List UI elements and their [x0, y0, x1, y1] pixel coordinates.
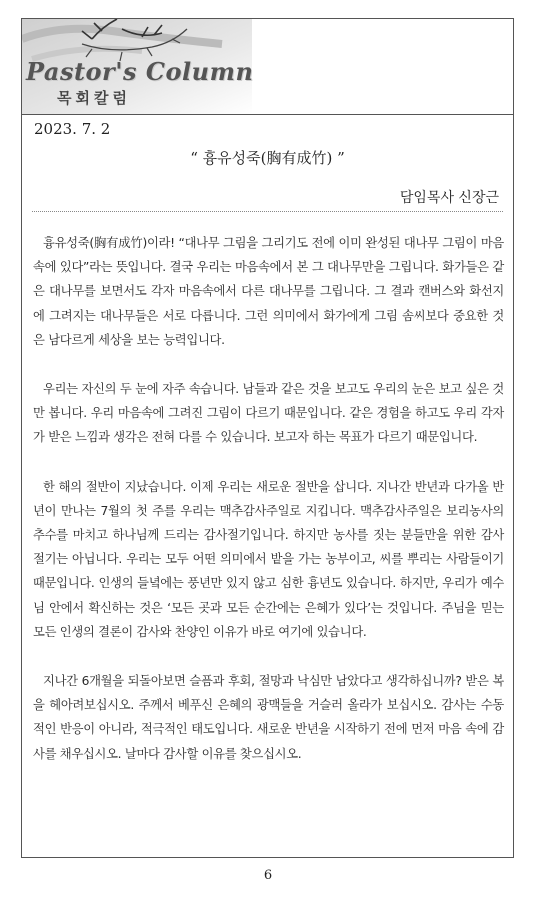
column-author: 담임목사 신장근 — [399, 190, 499, 206]
paragraph: 한 해의 절반이 지났습니다. 이제 우리는 새로운 절반을 삽니다. 지나간 반년과 다가올 반년이 만나는 7월의 첫 주를 우리는 맥추감사주일로 지킵니다. 맥추감사주일은 보리농사의 추수를 마치고 하나님께 드리는 감사절기입니다. 하지만 농사를 짓는 분들만을 위한 감사 절기는 아닙니다. 우리는 모두 어떤 의미에서 밭을 가는 농부이고, 씨를 뿌리는 사람들이기 때문입니다. 인생의 들녘에는 풍년만 있지 않고 심한 흉년도 있습니다. 하지만, 우리가 예수님 안에서 확신하는 것은 ‘모든 곳과 모든 순간에는 은혜가 있다’는 것입니다. 주님을 믿는 모든 인생의 결론이 감사와 찬양인 이유가 바로 여기에 있습니다. — [33, 479, 504, 639]
banner-title: Pastor's Column — [26, 57, 254, 86]
column-body — [33, 231, 504, 791]
column-date: 2023. 7. 2 — [34, 120, 111, 138]
column-title: “ 흉유성죽(胸有成竹) ” — [190, 149, 345, 167]
paragraph: 우리는 자신의 두 눈에 자주 속습니다. 남들과 같은 것을 보고도 우리의 눈은 보고 싶은 것만 봅니다. 우리 마음속에 그려진 그림이 다르기 때문입니다. 같은 경험을 하고도 우리 각자가 받은 느낌과 생각은 전혀 다를 수 있습니다. 보고자 하는 목표가 다르기 때문입니다. — [33, 382, 504, 445]
column-frame — [21, 18, 514, 858]
dotted-divider — [32, 211, 503, 212]
paragraph: 지나간 6개월을 되돌아보면 슬픔과 후회, 절망과 낙심만 남았다고 생각하십니까? 받은 복을 헤아려보십시오. 주께서 베푸신 은혜의 광맥들을 거슬러 올라가 보십시오. 감사는 수동적인 반응이 아니라, 적극적인 태도입니다. 새로운 반년을 시작하기 전에 먼저 마음 속에 감사를 채우십시오. 날마다 감사할 이유를 찾으십시오. — [33, 674, 504, 761]
paragraph: 흉유성죽(胸有成竹)이라! “대나무 그림을 그리기도 전에 이미 완성된 대나무 그림이 마음 속에 있다”라는 뜻입니다. 결국 우리는 마음속에서 본 그 대나무만을 그립니다. 화가들은 같은 대나무를 보면서도 각자 마음속에서 다른 대나무를 그립니다. 그 결과 캔버스와 화선지에 그려지는 대나무들은 서로 다릅니다. 그런 의미에서 화가에게 그림 솜씨보다 중요한 것은 남다르게 세상을 보는 능력입니다. — [33, 236, 504, 347]
page-number: 6 — [263, 868, 273, 883]
column-banner — [22, 19, 513, 115]
banner-subtitle: 목회칼럼 — [57, 89, 131, 107]
